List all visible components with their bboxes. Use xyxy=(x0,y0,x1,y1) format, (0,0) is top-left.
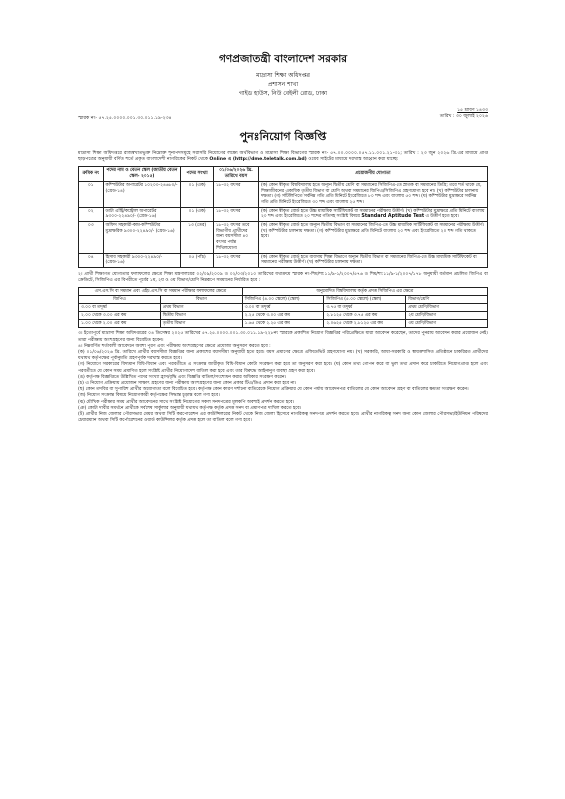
grading-note: ২। প্রার্থী শিক্ষাগত যোগ্যতার ফলাফলের ক্ষেত্রে শিক্ষা মন্ত্রণালয়ের ০২/০৯/২০০৯ ও ০২/০৩/২০১০ তারিখের যথাক্রমে স্মারক নং-শিম/শা:১১/৯-১/২০০৭/৫৭৬ ও শিম/শা:১১/৯-১/২০০৭/১৭৮ অনুযায়ী বর্তমান প্রচলিত জিপিএ বা ক্রেডিটে, সিজিপিএ এর বিপরীতে পূর্বের ১ম, ২য় ও ৩য় বিভাগ/শ্রেণি নিম্নরূপে সমমানের নির্ধারিত হবে : xyxy=(78,271,488,283)
condition-paragraph: (ঞ) কোটা দাবীর সমর্থনে প্রার্থীকে সর্বশেষ সার্কুলার অনুযায়ী যথাযথ কর্তৃপক্ষ কর্তৃক প্রদত্ত সনদ বা প্রমাণপত্র দাখিল করতে হবে। xyxy=(78,405,302,411)
grade-cell: তৃতীয় বিভাগ xyxy=(160,320,242,328)
qualification-cell: (ক) কোন স্বীকৃত বোর্ড হতে অন্যূন দ্বিতীয় বিভাগ বা সমমানের জিপিএ-তে উচ্চ মাধ্যমিক সার্টিফিকেট বা সমমানের পরীক্ষায় উত্তীর্ণ। (খ) কম্পিউটার চালনায় দক্ষতা। (গ) কম্পিউটার মুদ্রাক্ষরে প্রতি মিনিটে বাংলায় ২০ শব্দ এবং ইংরেজিতে ২০ শব্দ গতি থাকতে হবে। xyxy=(258,222,487,254)
grade-cell: ২য় শ্রেণি/বিভাগ xyxy=(406,312,488,320)
age-cell: ১৮-৩২ বৎসর xyxy=(213,181,258,207)
intro-text-2: ওয়েব সাইটের মাধ্যমে দরখাস্ত আহ্বান করা যাচ্ছে: xyxy=(308,157,399,163)
grade-cell: ১.০০ থেকে ২.০০ এর কম xyxy=(79,320,161,328)
serial-cell: ০১ xyxy=(79,181,104,207)
grade-cell: ২.৮১২৫ থেকে ৩.৭৫ এর কম xyxy=(324,312,406,320)
date-english: ৩০ জুলাই ২০২৬ xyxy=(455,114,488,119)
grade-cell: ৩.৭৫ বা তদূর্ধ্ব xyxy=(324,304,406,312)
table-row xyxy=(79,253,488,267)
condition-paragraph: (চ) এ নিয়োগ প্রক্রিয়ায় প্রয়োজন সাক্ষাৎ গ্রহণের জন্য পরীক্ষায় অংশগ্রহণের জন্য কোন প্রকার টিএ/ডিএ প্রদান করা হবে না। xyxy=(78,381,297,387)
notice-title: পুনঃনিয়োগ বিজ্ঞপ্তি xyxy=(239,130,327,143)
table-row xyxy=(79,304,488,312)
post-cell: ডাটা এন্ট্রি/কন্ট্রোল অপারেটর ৯৩০০-২২৪৯০/- (গ্রেড-১৬) xyxy=(103,207,181,221)
qualification-text-end: এ উত্তীর্ণ হতে হবে। xyxy=(425,214,459,220)
qualification-cell: (ক) কোন স্বীকৃত বিশ্ববিদ্যালয় হতে অন্যূন দ্বিতীয় শ্রেণি বা সমমানের সিজিপিএ-তে স্নাতক বা সমমানের ডিগ্রি; তবে শর্ত থাকে যে, শিক্ষাজীবনের একাধিক তৃতীয় বিভাগ বা শ্রেণি অথবা সমমানের জিপিএ/সিজিপিএ গ্রহণযোগ্য হবে না। (খ) কম্পিউটার চালনায় দক্ষতা। (গ) সাঁটলিপিতে সর্বনিম্ন গতি প্রতি মিনিটে ইংরেজিতে ৮০ শব্দ এবং বাংলায় ৫০ শব্দ। (ঘ) কম্পিউটার মুদ্রাক্ষরে সর্বনিম্ন গতি প্রতি মিনিটে ইংরেজিতে ৩০ শব্দ এবং বাংলায় ২৫ শব্দ। xyxy=(258,181,487,207)
grade-cell: প্রথম শ্রেণি/বিভাগ xyxy=(406,304,488,312)
memo-number: স্মারক নং- ৫৭.২৫.০০০০.০০১.৩০.০১১.১৯-২৩৪ xyxy=(78,116,172,121)
table-row xyxy=(79,312,488,320)
post-cell: হিসাব সহকারী ৯৩০০-২২৪৯০/- (গ্রেড-১৬) xyxy=(103,253,181,267)
header-count: পদের সংখ্যা xyxy=(181,167,214,181)
count-cell: ০৫ (পাঁচ) xyxy=(181,253,214,267)
division-header: বিভাগ xyxy=(160,296,242,304)
grade-cell: ৩.০০ বা তদূর্ধ্ব xyxy=(79,304,161,312)
header-qualification: প্রয়োজনীয় যোগ্যতা xyxy=(258,167,487,181)
cgpa4-header: সিজিপিএ (৪.০০ স্কেলে) (স্কেল) xyxy=(242,296,324,304)
office-address: গাইড হাউস, নিউ বেইলী রোড, ঢাকা xyxy=(238,90,328,97)
count-cell: ০১ (এক) xyxy=(181,181,214,207)
qualification-text: (ক) কোন স্বীকৃত বোর্ড হতে উচ্চ মাধ্যমিক সার্টিফিকেট বা সমমানের পরীক্ষায় উত্তীর্ণ। (খ) কম্পিউটার মুদ্রাক্ষরে প্রতি মিনিটে বাংলায় ২০ শব্দ এবং ইংরেজিতে ২০ শব্দের গতিসহ সংশ্লিষ্ট বিষয়ে xyxy=(260,208,485,220)
condition-paragraph: (ছ) কোন তদবির বা সুপারিশ প্রার্থীর অযোগ্যতা বলে বিবেচিত হবে। কর্তৃপক্ষ কোন কারণ দর্শানো ব্যতিরেকে নিয়োগ প্রক্রিয়ার যে কোন পর্যায় আবেদনপত্র বাতিলের যে কোন আবেদন গ্রহণ বা বাতিলের ক্ষমতা সংরক্ষণ করেন। xyxy=(78,387,469,393)
grade-cell: দ্বিতীয় বিভাগ xyxy=(160,312,242,320)
count-cell: ০১ (এক) xyxy=(181,207,214,221)
condition-paragraph: (ক) ০১/০৬/২০২৬ খ্রি. তারিখে প্রার্থীর বয়সসীমা বিজ্ঞপ্তির জন্য প্রকাশের বয়সসীমা অনুযায়ী হতে হবে। বয়স প্রমাণের ক্ষেত্রে এফিডেভিট গ্রহণযোগ্য নয়। (খ) সরকারি, আধা-সরকারি ও স্বায়ত্তশাসিত প্রতিষ্ঠানে চাকরিরত প্রার্থীদের যথাযথ কর্তৃপক্ষের পূর্বানুমতি গ্রহণপূর্বক দরখাস্ত করতে হবে। xyxy=(78,350,488,362)
table-row xyxy=(79,320,488,328)
posts-table xyxy=(78,166,488,268)
condition-paragraph: (জ) নিয়োগ সংক্রান্ত বিষয়ে নিয়োগকারী কর্তৃপক্ষের সিদ্ধান্ত চূড়ান্ত বলে গণ্য হবে। xyxy=(78,393,220,399)
government-title: গণপ্রজাতন্ত্রী বাংলাদেশ সরকার xyxy=(218,53,348,65)
date-line xyxy=(440,114,488,120)
grade-cell: ২.০৬২৫ থেকে ২.৮১২৫ এর কম xyxy=(324,320,406,328)
grade-cell: ৩.০০ বা তদূর্ধ্ব xyxy=(242,304,324,312)
class-header: বিভাগ/শ্রেণি xyxy=(406,296,488,304)
condition-paragraph: (ঙ) কর্তৃপক্ষ বিজ্ঞপ্তিতে উল্লিখিত পদের সংখ্যা হ্রাস/বৃদ্ধি এবং বিজ্ঞপ্তি বাতিল/সংশোধন করার অধিকার সংরক্ষণ করেন। xyxy=(78,374,287,380)
grading-group-header xyxy=(79,287,488,295)
reference-row xyxy=(78,108,488,122)
post-cell: অফিস সহকারী-কাম-কম্পিউটার মুদ্রাক্ষরিক ৯৩০০-২২৪৯০/- (গ্রেড-১৬) xyxy=(103,222,181,254)
table-row xyxy=(79,207,488,221)
grade-cell: ১.৬৫ থেকে ২.২৫ এর কম xyxy=(242,320,324,328)
date-block xyxy=(440,108,488,122)
count-cell: ১৩ (তের) xyxy=(181,222,214,254)
table-row xyxy=(79,181,488,207)
header-serial: ক্রমিক নং xyxy=(79,167,104,181)
condition-paragraph: ৩। ইতোপূর্বে মাদ্রাসা শিক্ষা অধিদপ্তরের ০৪ ডিসেম্বর ২০২৫ তারিখের ৫৭.২৫.০০০০.০০১.৩০.০১১.১৯-২২৮নং স্মারকে প্রকাশিত নিয়োগ বিজ্ঞপ্তির পরিপ্রেক্ষিতে যারা আবেদন করেছেন, তাদের পুনরায় আবেদন করার প্রয়োজন নেই। তারা পরীক্ষায় অংশগ্রহণের জন্য বিবেচিত হবেন। xyxy=(78,331,488,343)
ssc-hsc-header: এস.এস.সি বা সমমান এবং এইচ.এস.সি বা সমমান পরীক্ষার ফলাফলের ক্ষেত্রে xyxy=(79,287,243,295)
conditions-section xyxy=(78,331,488,424)
condition-paragraph: (ট) প্রার্থীর নিজ জেলার পৌরসভার মেয়র অথবা সিটি করপোরেশন এর কাউন্সিলরের নিকট থেকে নিজ জেলা হিসেবে নাগরিকত্ব সনদপত্র প্রদর্শন করতে হবে। প্রার্থীর নাগরিকত্ব সনদ অন্য কোন জেলার পৌরসভা/ইউনিয়ন পরিষদের চেয়ারম্যান অথবা সিটি কর্পোরেশনের ওয়ার্ড কাউন্সিলর কর্তৃক প্রদত্ত হলে তা বাতিল বলে গণ্য হবে। xyxy=(78,412,488,424)
grading-sub-header xyxy=(79,296,488,304)
post-cell: কম্পিউটার অপারেটর ১০২০০-২৪৬৮০/- (গ্রেড-১৪) xyxy=(103,181,181,207)
grade-cell: ২.২৫ থেকে ৩.০০ এর কম xyxy=(242,312,324,320)
header-age: ০১/০৬/২০২৬ খ্রি. তারিখে বয়স xyxy=(213,167,258,181)
header-post: পদের নাম ও বেতন স্কেল (জাতীয় বেতন স্কেল- ২০১৫) xyxy=(103,167,181,181)
grade-cell: ২.০০ থেকে ৩.০০ এর কম xyxy=(79,312,161,320)
condition-paragraph: ৪। নিম্নবর্ণিত শর্তাবলী আবেদনে অবশ্য পূরণ এবং পরীক্ষায় অংশগ্রহণের ক্ষেত্রে প্রযোজ্য অনুসরণ করতে হবে : xyxy=(78,343,271,349)
age-cell: ১৮-৩২ বৎসর তবে বিভাগীয় প্রার্থীদের জন্য বয়সসীমা ৪০ বৎসর পর্যন্ত শিথিলযোগ্য xyxy=(213,222,258,254)
qualification-cell xyxy=(258,207,487,221)
date-bengali: ১৫ শ্রাবণ ১৪৩৩ xyxy=(457,108,488,113)
gpa-header: জিপিএ xyxy=(79,296,161,304)
cgpa5-header: সিজিপিএ (৫.০০ স্কেলে) (স্কেল) xyxy=(324,296,406,304)
serial-cell: ০২ xyxy=(79,207,104,221)
online-link[interactable]: Online এ (http://dme.teletalk.com.bd) xyxy=(209,157,307,163)
office-name: মাদ্রাসা শিক্ষা অধিদপ্তর xyxy=(256,72,310,79)
notice-document xyxy=(78,52,488,424)
table-row xyxy=(79,222,488,254)
age-cell: ১৮-৩২ বৎসর xyxy=(213,207,258,221)
letterhead xyxy=(78,52,488,98)
intro-text: মাদ্রাসা শিক্ষা অধিদপ্তরে রাজস্বখাতভুক্ত নিম্নোক্ত শূন্যপদসমূহে সরাসরি নিয়োগের লক্ষ্যে অর্থবিভাগ ও মাদ্রাসা শিক্ষা বিভাগের স্মারক নং- ৫৭.০০.০০০০.০৫৭.১১.০০১.২১-৩১; তারিখ : ২৩ জুন ২০২৬ খ্রি.এর মাধ্যমে প্রাপ্ত ছাড়পত্রের অনুযায়ী বর্ণিত শর্তে প্রকৃত বাংলাদেশী নাগরিকের নিকট থেকে xyxy=(78,151,488,163)
grade-cell: প্রথম বিভাগ xyxy=(160,304,242,312)
serial-cell: ০৩ xyxy=(79,222,104,254)
intro-paragraph xyxy=(78,151,488,163)
aptitude-test-label: Standard Aptitude Test xyxy=(361,214,425,220)
qualification-cell: (ক) কোন স্বীকৃত বোর্ড হতে ব্যবসায় শিক্ষা বিভাগে অন্যূন দ্বিতীয় বিভাগ বা সমমানের জিপিএ-তে উচ্চ মাধ্যমিক সার্টিফিকেট বা সমমানের পরীক্ষায় উত্তীর্ণ। (খ) কম্পিউটার চালনায় দক্ষতা। xyxy=(258,253,487,267)
age-cell: ১৮-৩২ বৎসর xyxy=(213,253,258,267)
university-header: অনুমোদিত বিশ্ববিদ্যালয় কর্তৃক প্রদত্ত সিজিপিএ এর ক্ষেত্রে xyxy=(242,287,487,295)
date-label: তারিখ : xyxy=(439,114,455,119)
posts-table-header xyxy=(79,167,488,181)
condition-paragraph: (গ) নিয়োগে সরকারের বিদ্যমান বিধি-বিধান এবং পরবর্তীতে এ সংক্রান্ত জারীকৃত বিধি-বিধান কোটা সংরক্ষণ করা হবে তা অনুসরণ করা হবে। (ঘ) কোন তথ্য গোপন করে বা ভুল তথ্য প্রদান করে চাকরিতে নিয়োগপ্রাপ্ত হলে এবং পরবর্তীতে যে কোন সময় প্রমাণিত হলে সংশ্লিষ্ট প্রার্থীর নিয়োগাদেশ বাতিল করা হবে এবং তার বিরুদ্ধে আইনানুগ ব্যবস্থা গ্রহণ করা হবে। xyxy=(78,362,488,374)
grade-cell: ৩য় শ্রেণি/বিভাগ xyxy=(406,320,488,328)
grading-table xyxy=(78,287,488,328)
branch-name: প্রশাসন শাখা xyxy=(267,81,299,88)
condition-paragraph: (ঝ) মৌখিক পরীক্ষার সময় প্রার্থীর আবেদনের সাথে সংশ্লিষ্ট নিয়োগের সকল সনদপত্রের মূলকপি অবশ্যই প্রদর্শন করতে হবে। xyxy=(78,399,295,405)
serial-cell: ০৪ xyxy=(79,253,104,267)
